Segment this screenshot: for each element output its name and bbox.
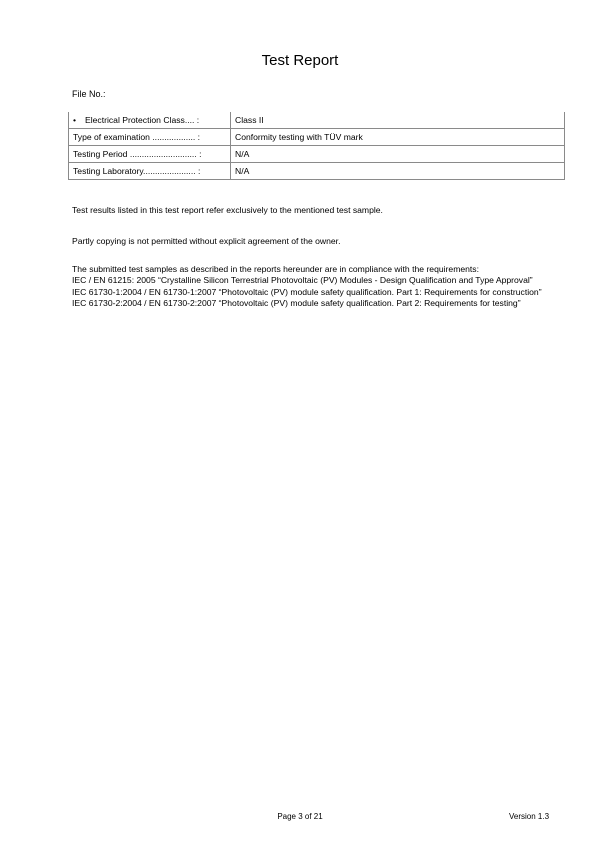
table-row (69, 129, 565, 146)
standard-item: IEC / EN 61215: 2005 “Crystalline Silicon Terrestrial Photovoltaic (PV) Modules - Design Qualification and Type Approval” (72, 275, 533, 286)
version-label: Version 1.3 (509, 812, 550, 821)
testing-period-label: Testing Period ............................ : (69, 146, 231, 163)
standard-item: IEC 61730-2:2004 / EN 61730-2:2007 “Photovoltaic (PV) module safety qualification. Part 2: Requirements for testing” (72, 297, 521, 308)
page-number: Page 3 of 21 (277, 812, 323, 821)
table-row (69, 163, 565, 180)
testing-laboratory-value: N/A (231, 163, 565, 180)
page-title: Test Report (261, 52, 339, 69)
table-row (69, 146, 565, 163)
file-no-label: File No.: (72, 89, 106, 99)
testing-laboratory-label: Testing Laboratory...................... : (69, 163, 231, 180)
protection-class-value: Class II (231, 112, 565, 129)
testing-period-value: N/A (231, 146, 565, 163)
bullet-icon: • (73, 115, 77, 125)
table-row (69, 112, 565, 129)
compliance-intro: The submitted test samples as described in the reports hereunder are in compliance with the requirements: (72, 264, 479, 274)
examination-type-label: Type of examination .................. : (69, 129, 231, 146)
protection-class-label: Electrical Protection Class.... : (85, 115, 200, 125)
table-cell-label (69, 112, 231, 129)
copying-paragraph: Partly copying is not permitted without explicit agreement of the owner. (72, 236, 341, 246)
results-paragraph: Test results listed in this test report refer exclusively to the mentioned test sample. (72, 205, 383, 215)
info-table (68, 112, 565, 180)
compliance-block (72, 264, 558, 309)
standard-item: IEC 61730-1:2004 / EN 61730-1:2007 “Photovoltaic (PV) module safety qualification. Part 1: Requirements for construction” (72, 286, 542, 297)
examination-type-value: Conformity testing with TÜV mark (231, 129, 565, 146)
